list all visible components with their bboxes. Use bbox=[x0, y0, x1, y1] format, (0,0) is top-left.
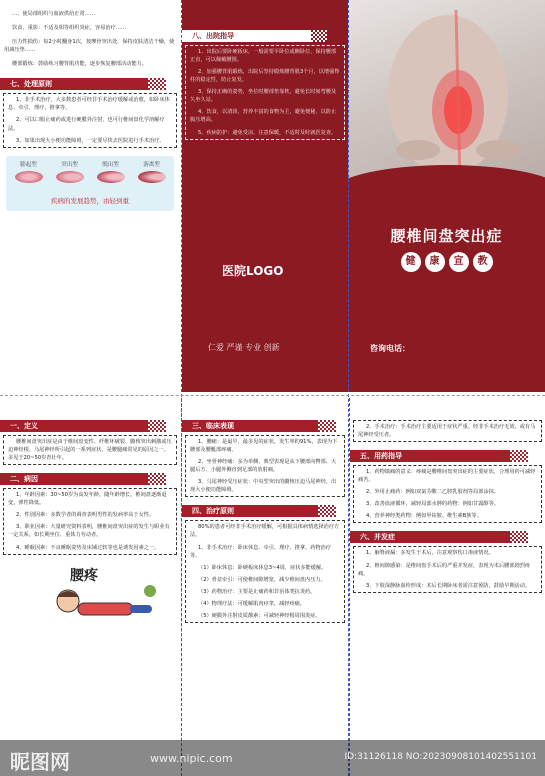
cartoon-label: 腰疼 bbox=[70, 567, 98, 584]
section-1-box bbox=[3, 435, 177, 465]
s4-item-1: 1、非手术治疗：卧床休息、牵引、理疗、推拿、药物治疗等。 bbox=[190, 544, 331, 559]
stages-caption: 疾病的发展趋势，由轻到重 bbox=[51, 196, 129, 205]
section-7-box bbox=[3, 93, 177, 147]
photo-curve bbox=[348, 165, 545, 225]
s5-item-3: 3、改善血液循环，减轻局部水肿的药物：例如甘露醇等。 bbox=[366, 501, 499, 508]
stage-label-4: 游离型 bbox=[143, 161, 160, 168]
section-7-header: 七、处理原则 bbox=[0, 78, 148, 90]
section-1-header: 一、定义 bbox=[0, 420, 148, 432]
watermark-site: www.nipic.com bbox=[150, 752, 233, 765]
subtitle-char-4: 教 bbox=[473, 252, 493, 272]
row-divider bbox=[0, 395, 545, 396]
stage-label-1: 膨起型 bbox=[20, 161, 37, 168]
subtitle-char-1: 健 bbox=[401, 252, 421, 272]
s4-item-5: （4）物理疗法：可缓解肌肉痉挛，减轻疼痛。 bbox=[198, 600, 306, 607]
section-5-box bbox=[353, 465, 542, 523]
section-2-header: 二、病因 bbox=[0, 473, 148, 485]
s5-item-4: 4、营养神经类药物：例如甲钴胺、维生素B族等。 bbox=[366, 513, 482, 520]
person-lying-icon bbox=[40, 579, 160, 625]
s2-item-4: 4、睡眠因素：不良睡眠姿势及床铺过软等也是诱发因素之一。 bbox=[16, 544, 160, 551]
contact-phone-label: 咨询电话： bbox=[370, 344, 410, 353]
watermark-id: ID:31126118 NO:20230908101402551101 bbox=[344, 752, 537, 762]
muscle-text: 腰部锻炼：鼓励练习腰背肌功能，逐步恢复腰部活动能力。 bbox=[12, 61, 147, 68]
s8-item-4: 4、饮食，以清淡、营养丰富的食物为主，避免便秘，以防止腹压增高。 bbox=[190, 109, 337, 124]
s8-item-2: 2、加强腰背肌锻炼，出院后坚持锻炼腰背肌3个月，以增强脊柱的稳定性，防止复发。 bbox=[190, 69, 340, 84]
s4-item-4: （3）药物治疗：主要是止痛药和非甾体类抗炎药。 bbox=[198, 588, 316, 595]
s8-item-3: 3、保持正确的姿势，坐位时腰部垫靠枕，避免长时间弯腰及久坐久站。 bbox=[190, 89, 337, 104]
fold-line bbox=[181, 398, 182, 776]
panel-discharge-guide bbox=[182, 0, 348, 392]
watermark-brand: 昵图网 bbox=[10, 750, 70, 774]
surgery-text: 2、手术治疗：手术治疗主要适用于症状严重、经非手术治疗无效，或有马尾神经受压者。 bbox=[358, 424, 536, 439]
section-6-box bbox=[353, 546, 542, 592]
panel-medication-complications bbox=[350, 400, 545, 776]
s8-item-1: 1、出院后要卧硬板床，一般需要平卧位或侧卧位，保持腰部正直，可以佩戴腰围。 bbox=[190, 49, 337, 64]
surgery-box bbox=[353, 420, 542, 442]
fold-line bbox=[349, 398, 350, 776]
section-3-header: 三、临床表现 bbox=[182, 420, 318, 432]
s2-item-1: 1、年龄因素：30~50岁为高发年龄，随年龄增长，椎间盘逐渐退变，弹性降低。 bbox=[8, 492, 167, 507]
section-4-box bbox=[185, 520, 345, 623]
section-4-header: 四、治疗原则 bbox=[182, 505, 318, 517]
pressure-text: 压力性损伤：每2小时翻身1次，按摩骨突出处，保持皮肤清洁干燥，使用减压垫…… bbox=[4, 39, 175, 54]
hospital-logo: 医院LOGO bbox=[222, 264, 284, 278]
disc-icon bbox=[15, 171, 43, 183]
panel-symptoms-treatment bbox=[182, 400, 348, 776]
s7-item-3: 3、如果出现大小便功能障碍，一定要尽快去医院进行手术治疗。 bbox=[16, 137, 165, 144]
subtitle-row bbox=[348, 252, 545, 272]
panel-cover bbox=[348, 0, 545, 392]
disc-icon bbox=[138, 171, 166, 183]
s5-item-1: 1、药物镇痛的意义：疼痛是腰椎间盘突出症的主要症状，合理用药可减轻痛苦。 bbox=[358, 469, 536, 484]
disc-icon bbox=[97, 171, 125, 183]
subtitle-char-3: 宣 bbox=[449, 252, 469, 272]
s8-item-5: 5、疾病防护：避免受凉，注意保暖，不适时及时就医复查。 bbox=[198, 129, 337, 136]
section-8-box bbox=[185, 45, 345, 140]
s6-item-2: 2、椎间隙感染：是椎间盘手术后的严重并发症，表现为术后腰部剧烈疼痛。 bbox=[358, 562, 531, 577]
back-pain-photo bbox=[348, 0, 545, 195]
s2-item-3: 3、职业因素：大量研究资料表明，腰椎间盘突出症的发生与职业有一定关系，如长期坐位、重体力劳动者。 bbox=[8, 524, 170, 539]
s4-item-6: （5）硬膜外注射皮质激素：可减轻神经根周围炎症。 bbox=[198, 612, 321, 619]
s4-item-2: （1）卧床休息：卧硬板床休息3~4周，症状多能缓解。 bbox=[198, 564, 327, 571]
s3-item-2: 2、坐骨神经痛：多为单侧，典型表现是从下腰部向臀部、大腿后方、小腿外侧直到足部的放射痛。 bbox=[190, 459, 337, 474]
panel-definition-causes bbox=[0, 400, 180, 776]
s3-item-3: 3、马尾神经受压症状：中央型突出的髓核压迫马尾神经，出现大小便功能障碍。 bbox=[190, 479, 337, 494]
watermark-bar bbox=[0, 740, 545, 776]
s1-text: 腰椎间盘突出症是由于椎间盘变性、纤维环破裂、髓核突出刺激或压迫神经根、马尾神经所引起的一系列症状，是腰腿痛常见的原因之一。多见于20~50岁青壮年。 bbox=[8, 439, 172, 462]
s3-item-1: 1、腰痛：是最早、最多见的症状，发生率约91%，表现为下腰部及腰骶部疼痛。 bbox=[190, 439, 338, 454]
section-2-box bbox=[3, 488, 177, 554]
stage-label-3: 脱出型 bbox=[102, 161, 119, 168]
disc-stages-illustration bbox=[6, 156, 174, 211]
section-3-box bbox=[185, 435, 345, 497]
section-5-header: 五、用药指导 bbox=[350, 450, 510, 462]
back-pain-cartoon bbox=[0, 565, 180, 625]
s4-item-3: （2）骨盆牵引：可使椎间隙增宽，减少椎间盘内压力。 bbox=[198, 576, 326, 583]
stage-label-2: 突出型 bbox=[61, 161, 78, 168]
brochure-title: 腰椎间盘突出症 bbox=[390, 227, 503, 245]
section-6-header: 六、并发症 bbox=[350, 531, 510, 543]
subtitle-char-2: 康 bbox=[425, 252, 445, 272]
s7-item-1: 1、非手术治疗，大多数患者可经非手术治疗缓解或治愈，如卧床休息、牵引、理疗、推拿等。 bbox=[8, 97, 170, 112]
section-8-header: 八、出院指导 bbox=[182, 30, 311, 42]
s4-intro: 80%的患者可经非手术治疗缓解，可根据具体病情选择治疗方法。 bbox=[190, 524, 340, 539]
s7-item-2: 2、可以口服止痛药或进行硬膜外注射，也可行椎间盘化学溶解疗法。 bbox=[8, 117, 165, 132]
panel-care-principles bbox=[0, 0, 180, 392]
intro-text: …，使局部组织与血液供给正常…… bbox=[12, 11, 96, 17]
disc-icon bbox=[56, 171, 84, 183]
hospital-motto: 仁爱 严谨 专业 创新 bbox=[208, 343, 280, 352]
s6-item-3: 3、下肢深静脉血栓形成：术后长期卧床者需注意预防，鼓励早期活动。 bbox=[366, 582, 531, 589]
s6-item-1: 1、脑脊液漏：多发生于术后，注意观察伤口渗液情况。 bbox=[366, 550, 494, 557]
s2-item-2: 2、性别因素：多数学者的调查表明男性的发病率高于女性。 bbox=[16, 512, 155, 519]
s5-item-2: 2、外用止痛药：例如双氯芬酸二乙胺乳胶剂等局部涂抹。 bbox=[366, 489, 499, 496]
diet-text: 饮食，重影：不适及相等组织炎症，容易治疗…… bbox=[12, 25, 127, 32]
